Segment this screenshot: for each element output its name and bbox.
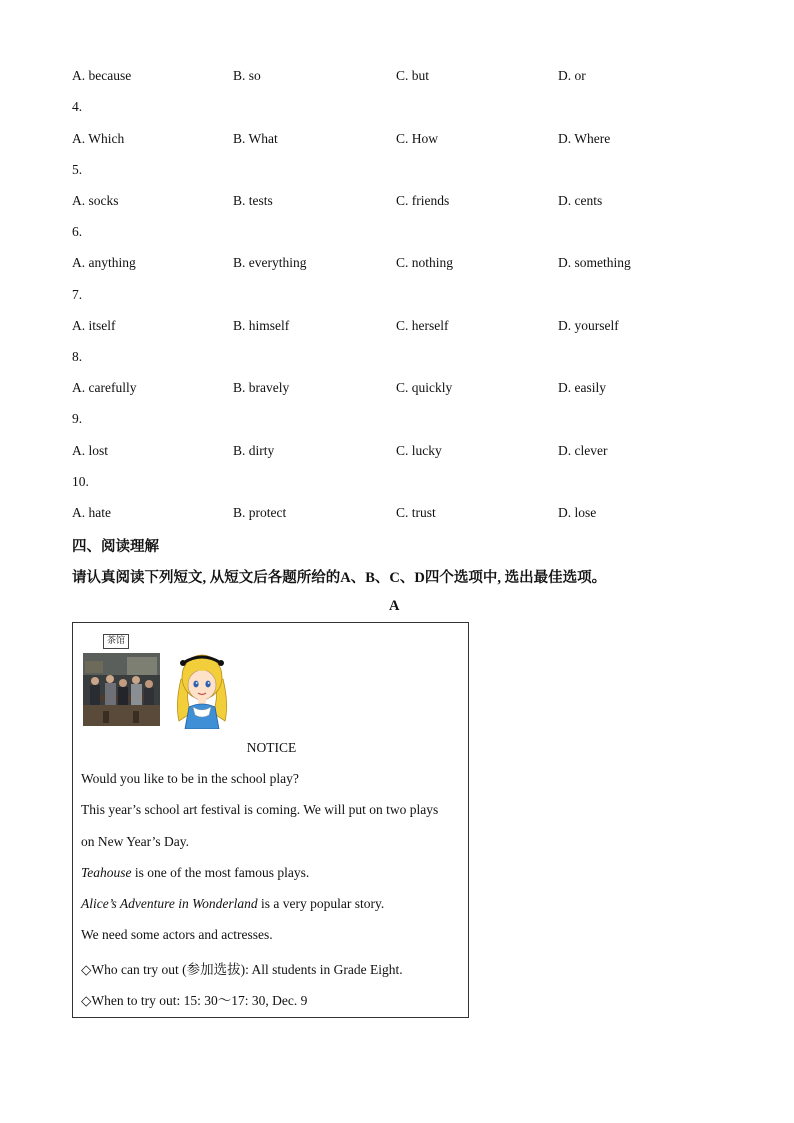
option-a: A. socks [72, 193, 119, 208]
notice-line: ◇When to try out: 15: 30～17: 30, Dec. 9 [81, 993, 308, 1008]
notice-title: NOTICE [246, 740, 297, 755]
option-d: D. easily [558, 380, 606, 395]
option-b: B. tests [233, 193, 273, 208]
section-title: 四、阅读理解 [72, 539, 159, 555]
image-tag: 茶馆 [103, 634, 129, 649]
option-d: D. lose [558, 505, 597, 520]
passage-label: A [389, 598, 400, 614]
play-title-teahouse: Teahouse [81, 865, 132, 880]
question-number: 4. [72, 99, 83, 114]
option-c: C. nothing [396, 255, 454, 270]
notice-line: Would you like to be in the school play? [81, 771, 299, 786]
option-d: D. something [558, 255, 631, 270]
notice-line: ◇Who can try out (参加选拔): All students in Grade Eight. [81, 962, 403, 977]
option-d: D. clever [558, 443, 608, 458]
option-a: A. itself [72, 318, 116, 333]
option-d: D. cents [558, 193, 603, 208]
notice-line [81, 865, 309, 881]
option-row [0, 380, 794, 398]
question-number: 7. [72, 287, 83, 302]
option-c: C. lucky [396, 443, 442, 458]
option-c: C. but [396, 68, 430, 83]
option-a: A. because [72, 68, 132, 83]
notice-box [72, 622, 469, 1018]
question-number: 5. [72, 162, 83, 177]
question-number: 6. [72, 224, 83, 239]
option-b: B. himself [233, 318, 290, 333]
teahouse-play-photo [83, 653, 160, 726]
alice-cartoon-image [171, 649, 233, 729]
option-d: D. Where [558, 131, 611, 146]
option-a: A. Which [72, 131, 125, 146]
option-b: B. What [233, 131, 278, 146]
option-c: C. herself [396, 318, 449, 333]
option-row [0, 443, 794, 461]
option-a: A. hate [72, 505, 111, 520]
question-number: 9. [72, 411, 83, 426]
option-b: B. protect [233, 505, 287, 520]
option-c: C. trust [396, 505, 436, 520]
notice-line-rest: is one of the most famous plays. [131, 865, 310, 880]
question-number: 10. [72, 474, 89, 489]
option-b: B. so [233, 68, 261, 83]
option-d: D. yourself [558, 318, 619, 333]
notice-line [81, 896, 384, 912]
notice-line: on New Year’s Day. [81, 834, 189, 849]
option-row [0, 318, 794, 336]
option-b: B. dirty [233, 443, 275, 458]
option-row [0, 505, 794, 523]
option-row [0, 255, 794, 273]
option-b: B. bravely [233, 380, 290, 395]
notice-line-rest: is a very popular story. [257, 896, 385, 911]
play-title-alice: Alice’s Adventure in Wonderland [81, 896, 258, 911]
section-instruction: 请认真阅读下列短文, 从短文后各题所给的A、B、C、D四个选项中, 选出最佳选项。 [72, 570, 607, 586]
question-number: 8. [72, 349, 83, 364]
option-a: A. lost [72, 443, 109, 458]
option-c: C. friends [396, 193, 450, 208]
option-c: C. quickly [396, 380, 453, 395]
option-row [0, 131, 794, 149]
option-row [0, 68, 794, 86]
notice-line: This year’s school art festival is coming. We will put on two plays [81, 802, 439, 817]
notice-line: We need some actors and actresses. [81, 927, 273, 942]
option-b: B. everything [233, 255, 307, 270]
option-c: C. How [396, 131, 439, 146]
option-row [0, 193, 794, 211]
option-a: A. anything [72, 255, 136, 270]
option-a: A. carefully [72, 380, 137, 395]
option-d: D. or [558, 68, 586, 83]
